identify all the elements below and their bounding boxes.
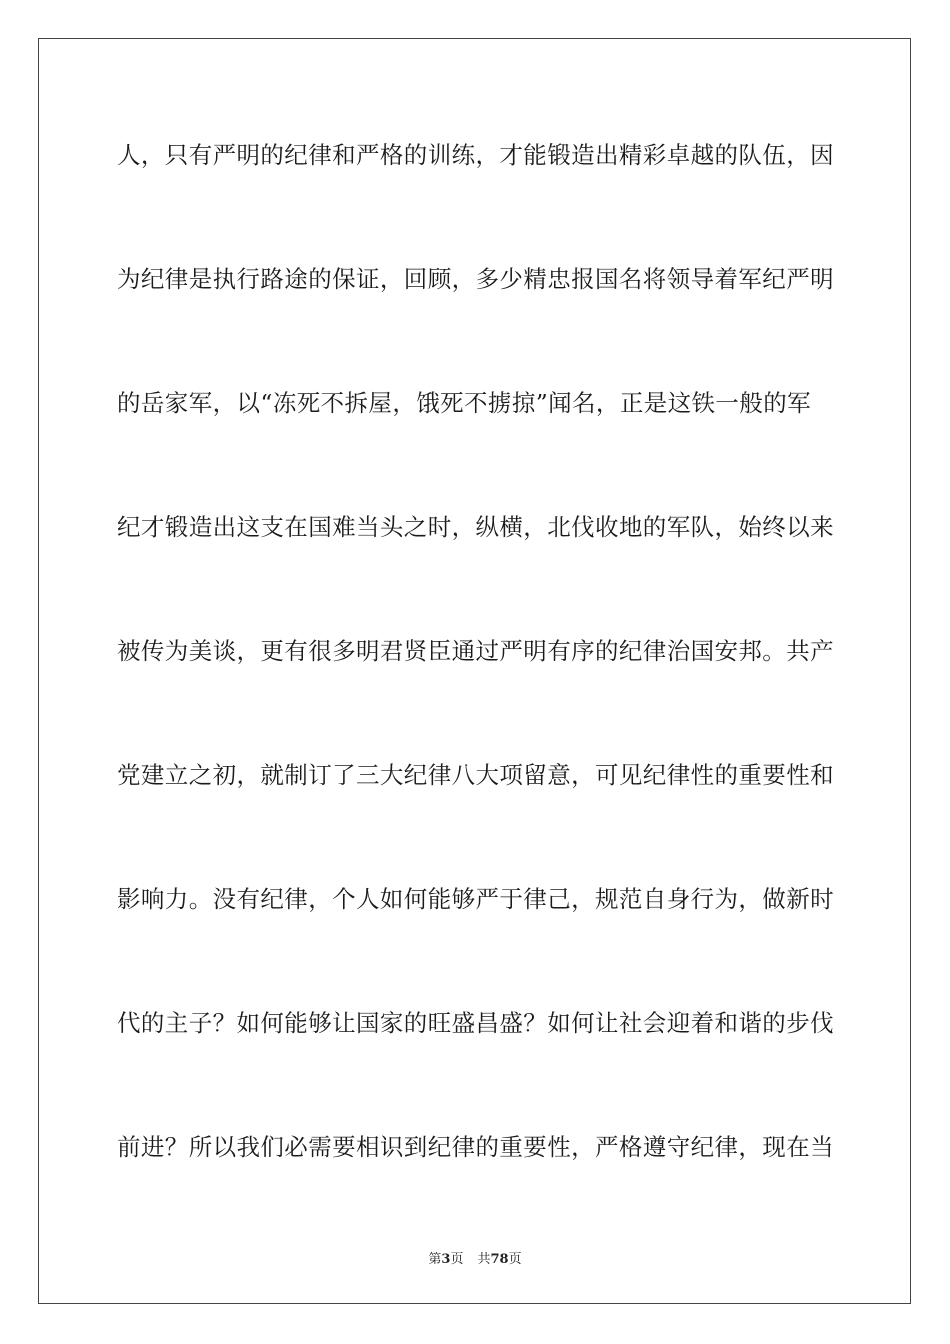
text-line: 人，只有严明的纪律和严格的训练，才能锻造出精彩卓越的队伍，因	[117, 141, 834, 169]
page-footer	[0, 1248, 950, 1267]
text-line: 为纪律是执行路途的保证，回顾，多少精忠报国名将领导着军纪严明	[117, 265, 834, 293]
text-line: 纪才锻造出这支在国难当头之时，纵横，北伐收地的军队，始终以来	[117, 513, 834, 541]
text-line: 影响力。没有纪律，个人如何能够严于律己，规范自身行为，做新时	[117, 885, 834, 913]
text-line: 代的主子？如何能够让国家的旺盛昌盛？如何让社会迎着和谐的步伐	[117, 1009, 834, 1037]
text-line: 被传为美谈，更有很多明君贤臣通过严明有序的纪律治国安邦。共产	[117, 637, 834, 665]
page-number-label: 第3页	[428, 1252, 464, 1267]
text-line: 党建立之初，就制订了三大纪律八大项留意，可见纪律性的重要性和	[117, 761, 834, 789]
text-line: 的岳家军，以“冻死不拆屋，饿死不掳掠”闻名，正是这铁一般的军	[117, 389, 812, 417]
document-body	[117, 127, 837, 1243]
text-line: 前进？所以我们必需要相识到纪律的重要性，严格遵守纪律，现在当	[117, 1133, 834, 1161]
total-pages-label: 共78页	[477, 1252, 522, 1267]
